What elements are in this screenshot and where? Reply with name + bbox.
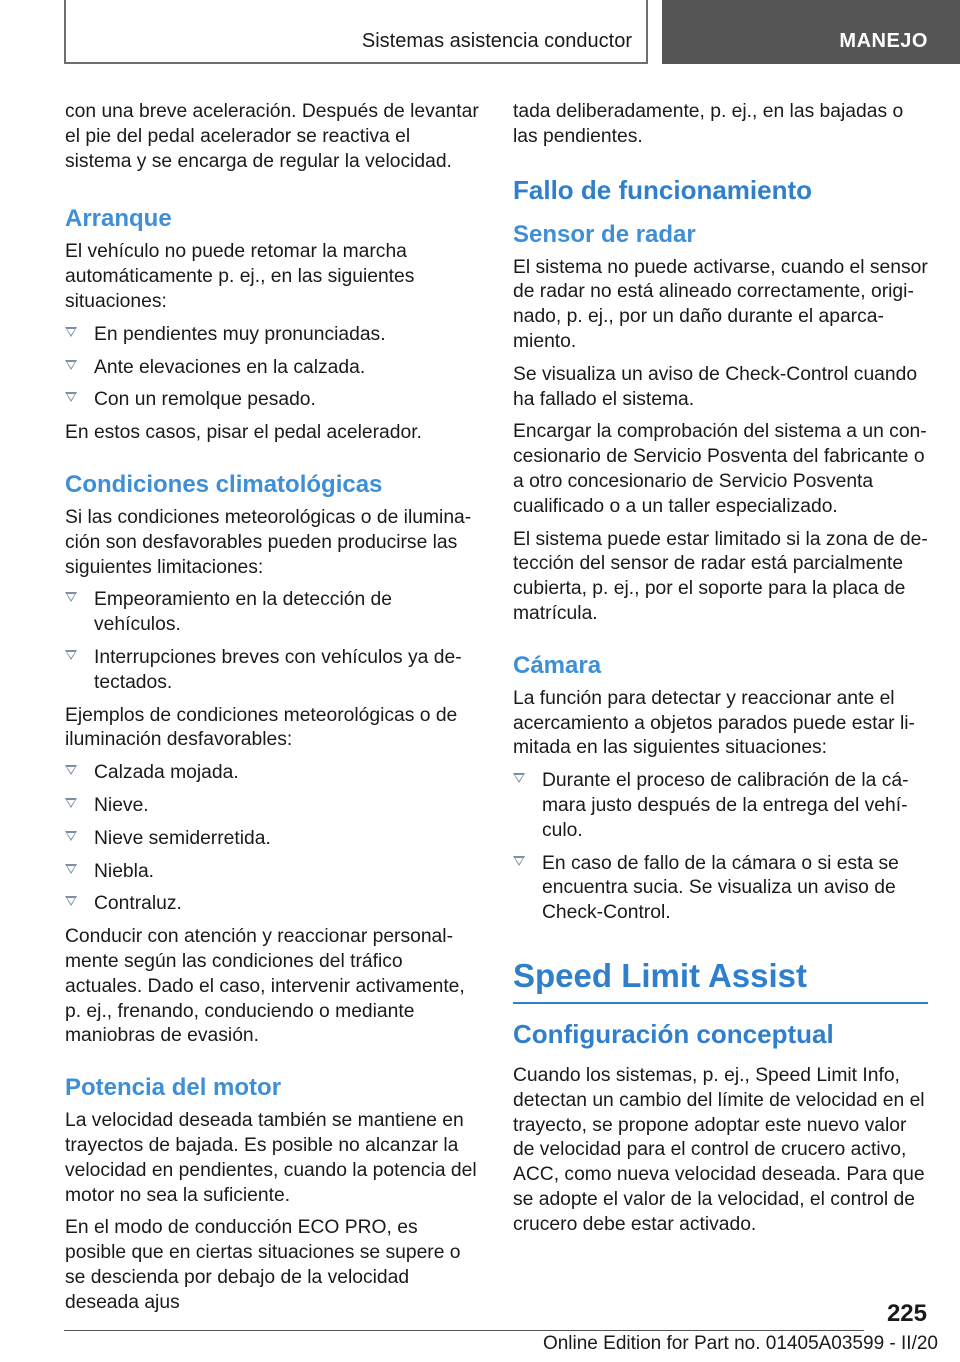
list-item: En pendientes muy pronunciadas. <box>65 323 480 348</box>
header-chapter-title: MANEJO <box>839 30 928 52</box>
heading-fallo: Fallo de funcionamiento <box>513 174 813 205</box>
heading-arranque: Arranque <box>65 205 172 233</box>
footer-edition: Online Edition for Part no. 01405A03599 - II/20 <box>542 1333 938 1354</box>
list-item: Nieve. <box>65 794 480 819</box>
triangle-bullet-icon <box>65 392 77 402</box>
triangle-bullet-icon <box>65 765 77 775</box>
list-item: Con un remolque pesado. <box>65 388 480 413</box>
triangle-bullet-icon <box>513 773 525 783</box>
header-section-title: Sistemas asistencia conductor <box>361 30 632 52</box>
list-condiciones <box>65 588 480 695</box>
paragraph: En estos casos, pisar el pedal acelerador. <box>65 422 422 444</box>
triangle-bullet-icon <box>65 896 77 906</box>
paragraph: tada deliberadamente, p. ej., en las bajadas o las pendientes. <box>513 101 904 147</box>
page-number: 225 <box>886 1300 927 1327</box>
list-item: Interrupciones breves con vehículos ya detectados. <box>65 646 480 696</box>
footer-divider <box>64 1330 864 1331</box>
list-item: Contraluz. <box>65 892 480 917</box>
triangle-bullet-icon <box>65 650 77 660</box>
paragraph: El vehículo no puede retomar la marcha automáticamente p. ej., en las siguientes situaciones: <box>65 241 415 312</box>
paragraph: La función para detectar y reaccionar ante el acercamiento a objetos parados puede estar limitada en las siguientes situaciones: <box>513 687 915 759</box>
triangle-bullet-icon <box>65 864 77 874</box>
right-column <box>513 100 928 1246</box>
heading-camara: Cámara <box>513 651 602 679</box>
left-column <box>65 100 480 1323</box>
triangle-bullet-icon <box>513 856 525 866</box>
paragraph: El sistema no puede activarse, cuando el sensor de radar no está alineado correctamente, originado, p. ej., por un daño durante el aparcamiento. <box>513 256 928 352</box>
header-chapter-tab <box>662 0 960 64</box>
list-arranque <box>65 323 480 413</box>
triangle-bullet-icon <box>65 360 77 370</box>
heading-radar: Sensor de radar <box>513 220 696 248</box>
list-item: Ante elevaciones en la calzada. <box>65 356 480 381</box>
heading-potencia: Potencia del motor <box>65 1074 282 1102</box>
paragraph: Ejemplos de condiciones meteorológicas o de iluminación desfavorables: <box>65 704 458 751</box>
paragraph: Cuando los sistemas, p. ej., Speed Limit Info, detectan un cambio del límite de velocidad en el trayecto, se propone adoptar este nuevo valor de velocidad para el control de crucero activo, ACC, como nueva velocidad deseada. Para que se adopte el valor de la velocidad, el control de crucero debe estar activado. <box>513 1064 925 1235</box>
list-item: Niebla. <box>65 860 480 885</box>
paragraph: En el modo de conducción ECO PRO, es posible que en ciertas situaciones se supere o se descienda por debajo de la velocidad deseada ajus <box>65 1217 461 1313</box>
heading-speed-limit-assist: Speed Limit Assist <box>513 956 928 1004</box>
paragraph: Si las condiciones meteorológicas o de iluminación son desfavorables pueden producirse las siguientes limitaciones: <box>65 506 472 578</box>
triangle-bullet-icon <box>65 831 77 841</box>
paragraph: Encargar la comprobación del sistema a un concesionario de Servicio Posventa del fabricante o a otro concesionario de Servicio Posventa cualificado o a un taller especializado. <box>513 421 927 517</box>
list-item: Nieve semiderretida. <box>65 827 480 852</box>
list-item: Empeoramiento en la detección de vehículos. <box>65 588 480 638</box>
paragraph: con una breve aceleración. Después de levantar el pie del pedal acelerador se reactiva el sistema y se encarga de regular la velocidad. <box>65 101 479 172</box>
triangle-bullet-icon <box>65 592 77 602</box>
list-item: En caso de fallo de la cámara o si esta se encuentra sucia. Se visualiza un aviso de Check-Control. <box>513 852 928 926</box>
header-section-frame <box>64 0 648 64</box>
list-item: Durante el proceso de calibración de la cámara justo después de la entrega del vehículo. <box>513 769 928 843</box>
list-ejemplos <box>65 761 480 917</box>
heading-configuracion: Configuración conceptual <box>513 1018 834 1049</box>
triangle-bullet-icon <box>65 798 77 808</box>
paragraph: La velocidad deseada también se mantiene en trayectos de bajada. Es posible no alcanzar la velocidad en pendientes, cuando la potencia del motor no sea la suficiente. <box>65 1110 477 1206</box>
list-camara <box>513 769 928 926</box>
paragraph: Conducir con atención y reaccionar personalmente según las condiciones del tráfico actuales. Dado el caso, intervenir activamente, p. ej., frenando, conduciendo o mediante maniobras de evasión. <box>65 926 465 1047</box>
heading-condiciones: Condiciones climatológicas <box>65 470 383 498</box>
paragraph: El sistema puede estar limitado si la zona de detección del sensor de radar está parcialmente cubierta, p. ej., por el soporte para la placa de matrícula. <box>513 528 928 624</box>
paragraph: Se visualiza un aviso de Check-Control cuando ha fallado el sistema. <box>513 363 918 410</box>
triangle-bullet-icon <box>65 327 77 337</box>
list-item: Calzada mojada. <box>65 761 480 786</box>
